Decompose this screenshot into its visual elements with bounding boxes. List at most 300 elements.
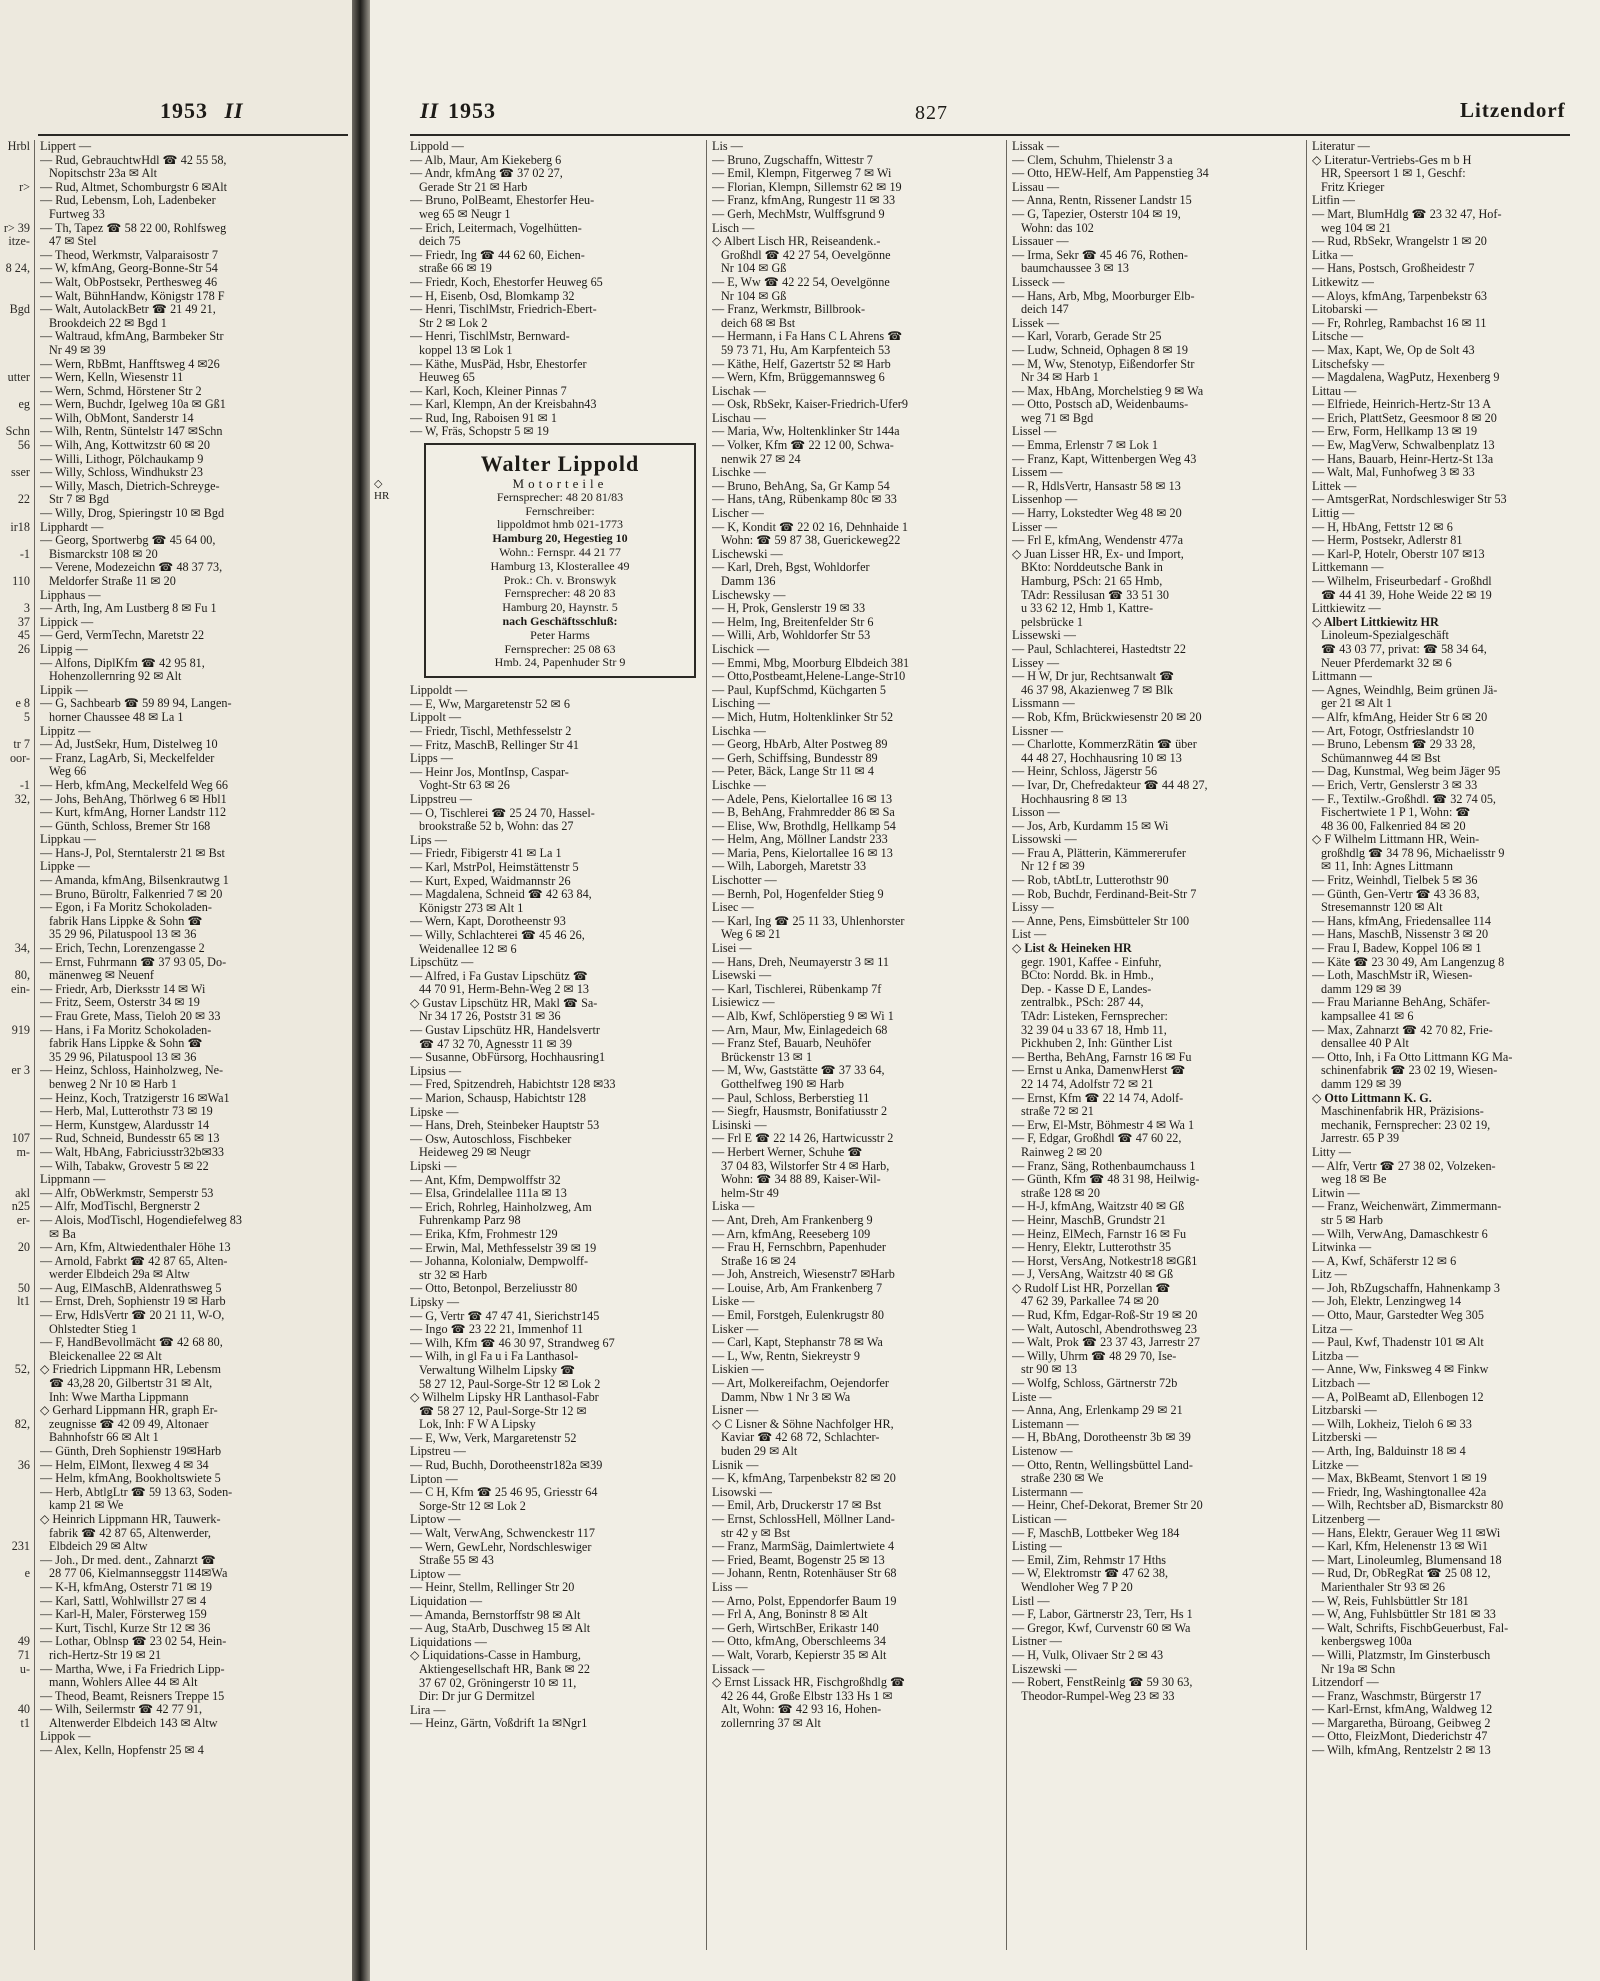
directory-entry: — Otto, Postsch aD, Weidenbaums- (1012, 398, 1189, 412)
margin-fragment (0, 874, 30, 888)
right-page-header-rule (410, 134, 1570, 136)
entry-continuation: straße 230 ✉ We (1021, 1472, 1104, 1486)
margin-fragment (0, 1554, 30, 1568)
entry-continuation: Straße 16 ✉ 24 (721, 1254, 796, 1268)
directory-entry: — Arnold, Fabrkt ☎ 42 87 65, Alten- (40, 1254, 228, 1268)
entry-continuation: weg 71 ✉ Bgd (1021, 411, 1094, 425)
directory-entry: — Paul, Schlachterei, Hastedtstr 22 (1012, 642, 1186, 656)
directory-entry: — Rud, Buchh, Dorotheenstr182a ✉39 (410, 1459, 603, 1473)
directory-entry: — Verene, Modezeichn ☎ 48 37 73, (40, 561, 223, 575)
directory-entry: — Aloys, kfmAng, Tarpenbekstr 63 (1312, 289, 1487, 303)
margin-fragment (0, 589, 30, 603)
directory-entry: — Irma, Sekr ☎ 45 46 76, Rothen- (1012, 248, 1188, 262)
advert-line: Prok.: Ch. v. Bronswyk (503, 572, 617, 587)
surname-heading: Lisching — (712, 697, 770, 711)
entry-continuation: Str 2 ✉ Lok 2 (419, 316, 488, 330)
right-page-year: 1953 (448, 98, 496, 123)
directory-entry: — W, kfmAng, Georg-Bonne-Str 54 (40, 262, 218, 276)
directory-entry: — Ernst, SchlossHell, Möllner Land- (712, 1512, 895, 1526)
directory-entry: — Walt, AutolackBetr ☎ 21 49 21, (40, 303, 216, 317)
surname-heading: Litwin — (1312, 1186, 1360, 1200)
directory-entry: — Anne, Ww, Finksweg 4 ✉ Finkw (1312, 1363, 1489, 1377)
right-column-1 (410, 140, 702, 1960)
surname-heading: Liska — (712, 1200, 755, 1214)
directory-entry: — Rob, tAbtLtr, Lutterothstr 90 (1012, 874, 1169, 888)
directory-entry: — Magdalena, Schneid ☎ 42 63 84, (410, 888, 592, 902)
margin-fragment (0, 1336, 30, 1350)
directory-entry: — Karl, Ing ☎ 25 11 33, Uhlenhorster (712, 914, 905, 928)
directory-entry: — Frl E ☎ 22 14 26, Hartwicusstr 2 (712, 1132, 894, 1146)
directory-entry: — Wern, Schmd, Hörstener Str 2 (40, 384, 202, 398)
directory-entry: — Peter, Bäck, Lange Str 11 ✉ 4 (712, 765, 874, 779)
surname-heading: Lisseck — (1012, 275, 1065, 289)
surname-heading: Littmann — (1312, 670, 1372, 684)
entry-continuation: Weidenallee 12 ✉ 6 (419, 942, 517, 956)
directory-entry: ◇ Rudolf List HR, Porzellan ☎ (1012, 1281, 1171, 1295)
directory-entry: — Paul, KupfSchmd, Küchgarten 5 (712, 683, 886, 697)
directory-entry: — Karl, MstrPol, Heimstättenstr 5 (410, 860, 579, 874)
margin-fragment (0, 1581, 30, 1595)
surname-heading: Litobarski — (1312, 303, 1378, 317)
surname-heading: Lischewski — (712, 547, 783, 561)
margin-fragment (0, 1527, 30, 1541)
margin-fragment (0, 1513, 30, 1527)
entry-continuation: Dir: Dr jur G Dermitzel (419, 1690, 535, 1704)
entry-continuation: 32 39 04 u 33 67 18, Hmb 11, (1021, 1023, 1167, 1037)
surname-heading: Lischke — (712, 466, 766, 480)
entry-continuation: Bahnhofstr 66 ✉ Alt 1 (49, 1431, 159, 1445)
margin-fragment: m- (16, 1144, 30, 1159)
directory-entry: — Helm, ElMont, Ilexweg 4 ✉ 34 (40, 1458, 209, 1472)
column-rule-3 (1306, 140, 1307, 1950)
directory-entry: — Otto, kfmAng, Oberschleems 34 (712, 1635, 886, 1649)
entry-continuation: Marienthaler Str 93 ✉ 26 (1321, 1580, 1445, 1594)
directory-entry: ◇ Albert Lisch HR, Reiseandenk.- (712, 235, 881, 249)
directory-entry: — Bruno, BehAng, Sa, Gr Kamp 54 (712, 479, 890, 493)
entry-continuation: Wendloher Weg 7 P 20 (1021, 1580, 1133, 1594)
running-head-town: Litzendorf (1460, 98, 1566, 122)
directory-entry: — Wilh, Kfm ☎ 46 30 97, Strandweg 67 (410, 1336, 615, 1350)
surname-heading: Lischke — (712, 778, 766, 792)
surname-heading: Lippert — (40, 140, 92, 153)
surname-heading: Lipton — (410, 1472, 458, 1486)
entry-continuation: Fischertwiete 1 P 1, Wohn: ☎ (1321, 806, 1471, 820)
directory-entry: — Franz, kfmAng, Rungestr 11 ✉ 33 (712, 194, 896, 208)
entry-continuation: BCto: Nordd. Bk. in Hmb., (1021, 969, 1154, 983)
entry-continuation: helm-Str 49 (721, 1186, 779, 1200)
entry-continuation: kampsallee 41 ✉ 6 (1321, 1010, 1414, 1023)
directory-entry: — Jos, Arb, Kurdamm 15 ✉ Wi (1012, 819, 1169, 833)
margin-fragment: oor- (9, 750, 30, 765)
entry-continuation: Großhdl ☎ 42 27 54, Oevelgönne (721, 248, 891, 262)
directory-entry: — Walt, VerwAng, Schwenckestr 117 (410, 1527, 595, 1541)
directory-entry: — Rud, Dr, ObRegRat ☎ 25 08 12, (1312, 1567, 1491, 1581)
surname-heading: Listner — (1012, 1635, 1062, 1649)
surname-heading: Lippitz — (40, 724, 91, 738)
book-gutter (352, 0, 370, 1981)
directory-entry: — M, Ww, Gaststätte ☎ 37 33 64, (712, 1064, 885, 1078)
margin-fragment (0, 956, 30, 970)
entry-continuation: 42 26 44, Große Elbstr 133 Hs 1 ✉ (721, 1689, 893, 1703)
margin-fragment (0, 1608, 30, 1622)
margin-fragment: 82, (14, 1416, 30, 1431)
directory-entry: — Fr, Rohrleg, Rambachst 16 ✉ 11 (1312, 316, 1487, 330)
entry-continuation: straße 66 ✉ 19 (419, 262, 492, 276)
margin-fragment (0, 1486, 30, 1500)
directory-entry: — Heinr, MaschB, Grundstr 21 (1012, 1213, 1166, 1227)
surname-heading: Liszewski — (1012, 1662, 1077, 1676)
margin-fragment (0, 194, 30, 208)
surname-heading: Lischak — (712, 384, 766, 398)
surname-heading: Litzke — (1312, 1458, 1359, 1472)
directory-entry: — Emmi, Mbg, Moorburg Elbdeich 381 (712, 656, 910, 670)
left-page-column-rule (34, 140, 35, 1950)
directory-entry: — Franz, Weichenwärt, Zimmermann- (1312, 1200, 1502, 1214)
surname-heading: Lipsius — (410, 1064, 462, 1078)
entry-continuation: 47 ✉ Stel (49, 235, 97, 249)
directory-entry: — H, BbAng, Dorotheenstr 3b ✉ 39 (1012, 1431, 1191, 1445)
directory-entry: ◇ Heinrich Lippmann HR, Tauwerk- (40, 1512, 221, 1526)
surname-heading: Lisei — (712, 942, 752, 956)
entry-continuation: TAdr: Ressilusan ☎ 33 51 30 (1021, 588, 1169, 602)
right-column-4 (1312, 140, 1598, 1960)
directory-entry: — Frl E, kfmAng, Wendenstr 477a (1012, 534, 1184, 548)
directory-entry: — Joh, Elektr, Lenzingweg 14 (1312, 1295, 1462, 1309)
entry-continuation: horner Chaussee 48 ✉ La 1 (49, 710, 184, 724)
directory-entry: — Karl, Sattl, Wohlwillstr 27 ✉ 4 (40, 1594, 207, 1608)
surname-heading: Lippoldt — (410, 684, 468, 698)
directory-entry: — Hans, MaschB, Nissenstr 3 ✉ 20 (1312, 928, 1489, 942)
directory-entry: — Helm, Ang, Möllner Landstr 233 (712, 833, 888, 847)
entry-continuation: Nr 49 ✉ 39 (49, 343, 106, 357)
directory-entry: — Susanne, ObFürsorg, Hochhausring1 (410, 1051, 606, 1065)
directory-entry: — Wern, Buchdr, Igelweg 10a ✉ Gß1 (40, 398, 226, 412)
directory-entry: — Hans, Elektr, Gerauer Weg 11 ✉Wi (1312, 1526, 1501, 1540)
directory-entry: — Karl, Tischlerei, Rübenkamp 7f (712, 982, 882, 996)
margin-fragment: lt1 (17, 1294, 30, 1309)
right-margin-marks (374, 478, 389, 502)
directory-entry: — Helm, Ing, Breitenfelder Str 6 (712, 615, 874, 629)
directory-entry: — Kurt, kfmAng, Horner Landstr 112 (40, 806, 227, 820)
directory-entry: — Agnes, Weindhlg, Beim grünen Jä- (1312, 683, 1498, 697)
directory-entry: — Walt, Autoschl, Abendrothsweg 23 (1012, 1322, 1197, 1336)
entry-continuation: Bleickenallee 22 ✉ Alt (49, 1349, 162, 1363)
directory-entry: — Alois, ModTischl, Hogendiefelweg 83 (40, 1213, 242, 1227)
directory-entry: — Theod, Beamt, Reisners Treppe 15 (40, 1689, 225, 1703)
directory-entry: — Aug, StaArb, Duschweg 15 ✉ Alt (410, 1622, 591, 1636)
surname-heading: Lippik — (40, 683, 88, 697)
directory-entry: — F, HandBevollmächt ☎ 42 68 80, (40, 1336, 223, 1350)
directory-entry: ◇ Gerhard Lippmann HR, graph Er- (40, 1404, 218, 1418)
directory-entry: — Kurt, Exped, Waidmannstr 26 (410, 874, 571, 888)
entry-continuation: weg 18 ✉ Be (1321, 1173, 1387, 1187)
surname-heading: Liquidation — (410, 1595, 483, 1608)
directory-entry: — E, Ww ☎ 42 22 54, Oevelgönne (712, 275, 890, 289)
surname-heading: List — (1012, 928, 1047, 942)
directory-entry: — Günth, Gen-Vertr ☎ 43 36 83, (1312, 887, 1480, 901)
right-column-3 (1012, 140, 1302, 1960)
surname-heading: Listermann — (1012, 1485, 1083, 1499)
surname-heading: Lissauer — (1012, 235, 1069, 249)
margin-fragment: eg (18, 397, 30, 412)
margin-mark-diamond: ◇ (374, 478, 383, 490)
directory-entry: — Louise, Arb, Am Frankenberg 7 (712, 1281, 883, 1295)
directory-entry: — Anne, Pens, Eimsbütteler Str 100 (1012, 914, 1190, 928)
directory-entry: — Johann, Rentn, Rotenhäuser Str 68 (712, 1567, 897, 1581)
entry-continuation: 35 29 96, Pilatuspool 13 ✉ 36 (49, 928, 197, 942)
directory-entry: — Franz, Säng, Rothenbaumchauss 1 (1012, 1159, 1196, 1173)
surname-heading: Lippold — (410, 140, 464, 153)
directory-entry: — L, Ww, Rentn, Siekreystr 9 (712, 1349, 860, 1363)
margin-fragment: 71 (17, 1647, 30, 1662)
margin-fragment (0, 1499, 30, 1513)
margin-fragment: 32, (14, 791, 30, 806)
surname-heading: Lissowski — (1012, 833, 1077, 847)
directory-entry: — Mich, Hutm, Holtenklinker Str 52 (712, 710, 894, 724)
entry-continuation: Nopitschstr 23a ✉ Alt (49, 167, 158, 181)
directory-entry: — Emil, Forstgeh, Eulenkrugstr 80 (712, 1309, 884, 1323)
surname-heading: Lisner — (712, 1404, 759, 1418)
surname-heading: Lippolt — (410, 711, 462, 725)
directory-entry: — Mart, BlumHdlg ☎ 23 32 47, Hof- (1312, 207, 1502, 221)
directory-entry: — Erw, Form, Hellkamp 13 ✉ 19 (1312, 425, 1478, 439)
directory-entry: — Horst, VersAng, Notkestr18 ✉Gß1 (1012, 1254, 1198, 1268)
margin-fragment (0, 1350, 30, 1364)
entry-continuation: Fuhrenkamp Parz 98 (419, 1214, 521, 1228)
margin-fragment (0, 1051, 30, 1065)
entry-continuation: Wohn: ☎ 59 87 38, Guerickeweg22 (721, 534, 901, 548)
margin-fragment: 107 (11, 1131, 30, 1146)
margin-fragment: itze- (8, 234, 30, 249)
margin-fragment: 110 (12, 574, 30, 588)
entry-continuation: 37 67 02, Gröningerstr 10 ✉ 11, (419, 1676, 577, 1690)
advert-line: Hamburg 13, Klosterallee 49 (490, 558, 630, 573)
right-page-volume: II (420, 98, 440, 123)
directory-entry: — Th, Tapez ☎ 58 22 00, Rohlfsweg (40, 221, 227, 235)
directory-entry: — Friedr, Fibigerstr 41 ✉ La 1 (410, 847, 562, 861)
directory-entry: — Hermann, i Fa Hans C L Ahrens ☎ (712, 330, 903, 344)
directory-entry: — Maria, Pens, Kielortallee 16 ✉ 13 (712, 846, 893, 860)
entry-continuation: 48 36 00, Falkenried 84 ✉ 20 (1321, 819, 1466, 833)
margin-fragment (0, 657, 30, 671)
directory-entry: — H, HbAng, Fettstr 12 ✉ 6 (1312, 520, 1453, 534)
advert-line: Hamburg 20, Hegestieg 10 (492, 531, 628, 546)
margin-fragment: utter (7, 370, 30, 385)
margin-fragment: er- (16, 1212, 30, 1227)
directory-entry: — Willi, Lithogr, Pölchaukamp 9 (40, 452, 204, 466)
directory-entry: — Florian, Klempn, Sillemstr 62 ✉ 19 (712, 180, 902, 194)
surname-heading: Littkiewitz — (1312, 602, 1381, 616)
directory-entry: — Hans, i Fa Moritz Schokoladen- (40, 1023, 212, 1037)
margin-fragment (0, 358, 30, 372)
entry-continuation: rich-Hertz-Str 19 ✉ 21 (49, 1648, 162, 1662)
advert-line: Fernsprecher: 25 08 63 (504, 641, 616, 656)
directory-entry: — Elise, Ww, Brothdlg, Hellkamp 54 (712, 819, 896, 833)
directory-entry: — Arno, Polst, Eppendorfer Baum 19 (712, 1594, 897, 1608)
entry-continuation: benweg 2 Nr 10 ✉ Harb 1 (49, 1077, 177, 1091)
directory-entry: — Margaretha, Büroang, Geibweg 2 (1312, 1716, 1491, 1730)
directory-entry: — Walt, Vorarb, Kepierstr 35 ✉ Alt (712, 1648, 887, 1662)
margin-fragment (0, 765, 30, 779)
directory-entry: — Ad, JustSekr, Hum, Distelweg 10 (40, 738, 218, 752)
surname-heading: Litzendorf — (1312, 1676, 1379, 1690)
margin-fragment (0, 453, 30, 467)
margin-fragment (0, 1037, 30, 1051)
margin-fragment: 36 (17, 1457, 30, 1472)
entry-continuation: 22 14 74, Adolfstr 72 ✉ 21 (1021, 1077, 1154, 1091)
surname-heading: Lippmann — (40, 1173, 106, 1187)
margin-fragment (0, 1173, 30, 1187)
entry-continuation: Str 7 ✉ Bgd (49, 493, 109, 507)
directory-entry: — E, Ww, Margaretenstr 52 ✉ 6 (410, 697, 570, 711)
entry-continuation: fabrik ☎ 42 87 65, Altenwerder, (49, 1526, 211, 1540)
directory-entry: — Heinr, Schloss, Jägerstr 56 (1012, 765, 1158, 779)
entry-continuation: Neuer Pferdemarkt 32 ✉ 6 (1321, 656, 1452, 670)
directory-entry: — Alb, Kwf, Schlöperstieg 9 ✉ Wi 1 (712, 1010, 894, 1023)
surname-heading: Litza — (1312, 1322, 1353, 1336)
directory-entry: — Wilh, Lokheiz, Tieloh 6 ✉ 33 (1312, 1417, 1472, 1431)
directory-entry: — Rud, Lebensm, Loh, Ladenbeker (40, 194, 216, 208)
entry-continuation: baumchaussee 3 ✉ 13 (1021, 262, 1130, 276)
directory-entry: — AmtsgerRat, Nordschleswiger Str 53 (1312, 493, 1507, 507)
directory-entry: — Joh, RbZugschaffn, Hahnenkamp 3 (1312, 1281, 1500, 1295)
surname-heading: Lissenhop — (1012, 493, 1078, 507)
directory-entry: — Charlotte, KommerzRätin ☎ über (1012, 738, 1197, 752)
directory-entry: — Volker, Kfm ☎ 22 12 00, Schwa- (712, 439, 894, 453)
directory-entry: — Karl, Vorarb, Gerade Str 25 (1012, 330, 1162, 344)
entry-continuation: Linoleum-Spezialgeschäft (1321, 629, 1449, 643)
directory-entry: — Arn, Maur, Mw, Einlagedeich 68 (712, 1023, 888, 1037)
entry-continuation: 37 04 83, Wilstorfer Str 4 ✉ Harb, (721, 1159, 890, 1173)
directory-entry: — Kurt, Tischl, Kurze Str 12 ✉ 36 (40, 1621, 211, 1635)
margin-fragment: 26 (17, 641, 30, 656)
entry-continuation: mann, Wohlers Allee 44 ✉ Alt (49, 1676, 198, 1690)
margin-fragment (0, 833, 30, 847)
entry-continuation: Nr 12 f ✉ 39 (1021, 860, 1085, 874)
margin-fragment: akl (15, 1185, 30, 1200)
entry-continuation: brookstraße 52 b, Wohn: das 27 (419, 820, 574, 834)
advert-subtitle: Motorteile (512, 476, 608, 492)
directory-entry: — Gerd, VermTechn, Maretstr 22 (40, 629, 205, 643)
entry-continuation: schinenfabrik ☎ 23 02 19, Wiesen- (1321, 1064, 1498, 1078)
lippold-advertisement (424, 443, 696, 678)
margin-fragment: e (24, 1566, 30, 1581)
directory-entry: — Anna, Ang, Erlenkamp 29 ✉ 21 (1012, 1404, 1183, 1418)
directory-entry: — Otto, Betonpol, Berzeliusstr 80 (410, 1282, 578, 1296)
entry-continuation: Dep. - Kasse D E, Landes- (1021, 982, 1152, 996)
entry-continuation: ☎ 58 27 12, Paul-Sorge-Str 12 ✉ (419, 1404, 587, 1418)
margin-fragment (0, 996, 30, 1010)
directory-entry: — Alex, Kelln, Hopfenstr 25 ✉ 4 (40, 1744, 204, 1758)
entry-continuation: ✉ 11, Inh: Agnes Littmann (1321, 860, 1453, 874)
directory-entry: — Magdalena, WagPutz, Hexenberg 9 (1312, 371, 1500, 385)
surname-heading: Lippok — (40, 1730, 91, 1744)
surname-heading: Lisec — (712, 901, 754, 915)
column-rule-2 (1006, 140, 1007, 1950)
directory-entry: — Amanda, kfmAng, Bilsenkrautwg 1 (40, 874, 229, 888)
surname-heading: Literatur — (1312, 140, 1370, 153)
surname-heading: Liptow — (410, 1567, 461, 1581)
directory-entry: — Frau Grete, Mass, Tieloh 20 ✉ 33 (40, 1010, 221, 1023)
margin-fragment (0, 847, 30, 861)
advert-line: nach Geschäftsschluß: (502, 614, 618, 629)
margin-fragment: ein- (11, 981, 30, 996)
directory-entry: — Wern, Kapt, Dorotheenstr 93 (410, 915, 566, 929)
directory-entry: — Dag, Kunstmal, Weg beim Jäger 95 (1312, 765, 1501, 779)
directory-entry: — Erich, Techn, Lorenzengasse 2 (40, 942, 205, 956)
advert-company-name: Walter Lippold (480, 451, 640, 477)
surname-heading: Listemann — (1012, 1417, 1079, 1431)
entry-continuation: Nr 34 ✉ Harb 1 (1021, 371, 1099, 385)
surname-heading: Lischotter — (712, 874, 777, 888)
surname-heading: Lira — (410, 1703, 446, 1717)
directory-entry: — Otto, FleizMont, Diederichstr 47 (1312, 1730, 1488, 1744)
directory-entry: — Wern, Kfm, Brüggemannsweg 6 (712, 371, 885, 385)
surname-heading: Lisser — (1012, 520, 1058, 534)
directory-entry: ◇ Juan Lisser HR, Ex- und Import, (1012, 547, 1184, 561)
directory-entry: — Ernst, Dreh, Sophienstr 19 ✉ Harb (40, 1295, 226, 1309)
directory-entry: — Hans, Arb, Mbg, Moorburger Elb- (1012, 289, 1195, 303)
entry-continuation: buden 29 ✉ Alt (721, 1445, 798, 1458)
advert-line: Hmb. 24, Papenhuder Str 9 (494, 655, 626, 670)
directory-entry: — Art, Fotogr, Ostfrieslandstr 10 (1312, 724, 1475, 738)
entry-continuation: kamp 21 ✉ We (49, 1499, 124, 1513)
entry-continuation: zollernring 37 ✉ Alt (721, 1716, 821, 1730)
surname-heading: Lipps — (410, 752, 453, 766)
surname-heading: Lippick — (40, 615, 94, 629)
directory-entry: — Joh, Anstreich, Wiesenstr7 ✉Harb (712, 1268, 895, 1282)
margin-fragment (0, 344, 30, 358)
margin-fragment (0, 154, 30, 168)
directory-entry: — Walt, HbAng, Fabriciusstr32b✉33 (40, 1145, 225, 1159)
margin-fragment (0, 317, 30, 331)
left-page-margin-fragments (0, 140, 30, 1960)
directory-entry: — Fred, Spitzendreh, Habichtstr 128 ✉33 (410, 1078, 616, 1092)
directory-entry: — Friedr, Ing, Washingtonallee 42a (1312, 1485, 1487, 1499)
margin-fragment: 52, (14, 1362, 30, 1377)
entry-continuation: zentralbk., PSch: 287 44, (1021, 996, 1144, 1010)
directory-entry: — Friedr, Arb, Dierksstr 14 ✉ Wi (40, 982, 206, 996)
directory-entry: — Ew, MagVerw, Schwalbenplatz 13 (1312, 439, 1495, 453)
directory-entry: — Karl-H, Maler, Försterweg 159 (40, 1608, 207, 1622)
directory-entry: — Hans, tAng, Rübenkamp 80c ✉ 33 (712, 493, 897, 507)
directory-entry: — K, kfmAng, Tarpenbekstr 82 ✉ 20 (712, 1472, 896, 1486)
directory-entry: — Käte ☎ 23 30 49, Am Langenzug 8 (1312, 955, 1505, 969)
left-page-column (40, 140, 352, 1960)
directory-entry: — Heinz, Gärtn, Voßdrift 1a ✉Ngr1 (410, 1717, 588, 1731)
directory-entry: — Friedr, Tischl, Methfesselstr 2 (410, 725, 572, 738)
entry-continuation: Schümannweg 44 ✉ Bst (1321, 751, 1441, 765)
surname-heading: Listenow — (1012, 1445, 1073, 1458)
left-page (0, 0, 358, 1981)
surname-heading: Listing — (1012, 1540, 1062, 1554)
margin-fragment (0, 208, 30, 222)
directory-entry: — Karl-Ernst, kfmAng, Waldweg 12 (1312, 1703, 1493, 1717)
surname-heading: Litka — (1312, 248, 1353, 262)
surname-heading: Lipphaus — (40, 588, 101, 602)
margin-fragment (0, 1404, 30, 1418)
directory-entry: — F, MaschB, Lottbeker Weg 184 (1012, 1526, 1180, 1540)
directory-entry: — Georg, Sportwerbg ☎ 45 64 00, (40, 534, 216, 548)
entry-continuation: mechanik, Fernsprecher: 23 02 19, (1321, 1118, 1491, 1132)
entry-continuation: Fritz Krieger (1321, 180, 1385, 194)
margin-fragment: ir18 (10, 519, 30, 534)
margin-fragment: r> 39 (3, 220, 30, 235)
directory-entry: — Loth, MaschMstr iR, Wiesen- (1312, 969, 1473, 983)
surname-heading: Lisowski — (712, 1485, 772, 1499)
margin-fragment: 56 (17, 438, 30, 453)
margin-fragment (0, 670, 30, 684)
